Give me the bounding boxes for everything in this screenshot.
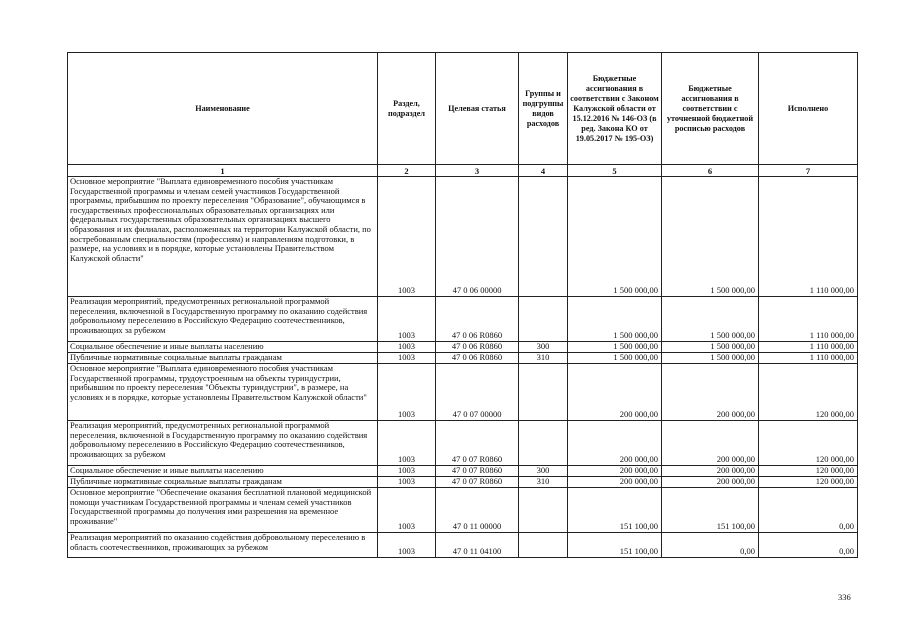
row-executed: 120 000,00 — [759, 364, 858, 421]
row-executed: 120 000,00 — [759, 466, 858, 477]
row-expense-group — [519, 488, 568, 533]
row-expense-group — [519, 421, 568, 466]
row-expense-group — [519, 364, 568, 421]
row-law-allocation: 1 500 000,00 — [568, 342, 662, 353]
budget-table-sheet — [67, 52, 857, 558]
table-row — [68, 364, 858, 421]
header-section: Раздел, подраздел — [378, 53, 436, 165]
row-law-allocation: 151 100,00 — [568, 488, 662, 533]
row-roster-allocation: 200 000,00 — [662, 364, 759, 421]
row-law-allocation: 200 000,00 — [568, 364, 662, 421]
row-law-allocation: 200 000,00 — [568, 466, 662, 477]
row-law-allocation: 200 000,00 — [568, 477, 662, 488]
row-executed: 0,00 — [759, 533, 858, 558]
column-number-row — [68, 165, 858, 177]
table-header-row — [68, 53, 858, 165]
row-name: Социальное обеспечение и иные выплаты населению — [68, 466, 378, 477]
row-target-article: 47 0 11 00000 — [436, 488, 519, 533]
header-law-allocation: Бюджетные ассигнования в соответствии с Законом Калужской области от 15.12.2016 № 146-ОЗ (в ред. Закона КО от 19.05.2017 № 195-ОЗ) — [568, 53, 662, 165]
column-number: 5 — [568, 165, 662, 177]
row-target-article: 47 0 06 R0860 — [436, 353, 519, 364]
header-roster-allocation: Бюджетные ассигнования в соответствии с уточненной бюджетной росписью расходов — [662, 53, 759, 165]
row-law-allocation: 200 000,00 — [568, 421, 662, 466]
table-row — [68, 342, 858, 353]
table-row — [68, 177, 858, 297]
row-law-allocation: 1 500 000,00 — [568, 177, 662, 297]
row-name: Реализация мероприятий по оказанию содействия добровольному переселению в область соотечественников, проживающих за рубежом — [68, 533, 378, 558]
row-name: Публичные нормативные социальные выплаты гражданам — [68, 477, 378, 488]
row-name: Основное мероприятие "Выплата единовременного пособия участникам Государственной программы, трудоустроенным на объекты туриндустрии, прибывшим по проекту переселения "Объекты туриндустрии", в размере, на условиях и в порядке, которые установлены Правительством Калужской области" — [68, 364, 378, 421]
header-executed: Исполнено — [759, 53, 858, 165]
row-roster-allocation: 0,00 — [662, 533, 759, 558]
row-name: Социальное обеспечение и иные выплаты населению — [68, 342, 378, 353]
column-number: 7 — [759, 165, 858, 177]
row-expense-group: 300 — [519, 342, 568, 353]
row-roster-allocation: 1 500 000,00 — [662, 342, 759, 353]
row-roster-allocation: 151 100,00 — [662, 488, 759, 533]
row-expense-group: 310 — [519, 477, 568, 488]
row-executed: 0,00 — [759, 488, 858, 533]
column-number: 1 — [68, 165, 378, 177]
header-name: Наименование — [68, 53, 378, 165]
row-roster-allocation: 200 000,00 — [662, 421, 759, 466]
row-section: 1003 — [378, 477, 436, 488]
row-target-article: 47 0 11 04100 — [436, 533, 519, 558]
row-section: 1003 — [378, 342, 436, 353]
row-target-article: 47 0 07 R0860 — [436, 466, 519, 477]
row-executed: 1 110 000,00 — [759, 297, 858, 342]
row-executed: 1 110 000,00 — [759, 342, 858, 353]
row-section: 1003 — [378, 533, 436, 558]
row-roster-allocation: 200 000,00 — [662, 466, 759, 477]
row-name: Реализация мероприятий, предусмотренных региональной программой переселения, включенной в Государственную программу по оказанию содействия добровольному переселению в Российскую Федерацию соотечественников, проживающих за рубежом — [68, 297, 378, 342]
row-roster-allocation: 1 500 000,00 — [662, 177, 759, 297]
row-executed: 1 110 000,00 — [759, 177, 858, 297]
column-number: 2 — [378, 165, 436, 177]
row-law-allocation: 1 500 000,00 — [568, 353, 662, 364]
row-executed: 120 000,00 — [759, 477, 858, 488]
row-executed: 1 110 000,00 — [759, 353, 858, 364]
row-executed: 120 000,00 — [759, 421, 858, 466]
row-expense-group — [519, 533, 568, 558]
row-section: 1003 — [378, 466, 436, 477]
row-law-allocation: 1 500 000,00 — [568, 297, 662, 342]
table-row — [68, 297, 858, 342]
column-number: 6 — [662, 165, 759, 177]
budget-execution-table — [67, 52, 858, 558]
row-section: 1003 — [378, 421, 436, 466]
column-number: 3 — [436, 165, 519, 177]
row-target-article: 47 0 07 R0860 — [436, 421, 519, 466]
table-body — [68, 177, 858, 558]
table-row — [68, 421, 858, 466]
row-section: 1003 — [378, 353, 436, 364]
row-name: Основное мероприятие "Выплата единовременного пособия участникам Государственной программы и членам семей участников Государственной программы, прибывшим по проекту переселения "Образование", обучающимся в государственных профессиональных образовательных организациях или федеральных государственных образовательных организациях высшего образования и их филиалах, расположенных на территории Калужской области, по востребованным специальностям (профессиям) и направлениям подготовки, в размере, на условиях и в порядке, которые установлены Правительством Калужской области" — [68, 177, 378, 297]
header-group: Группы и подгруппы видов расходов — [519, 53, 568, 165]
row-section: 1003 — [378, 297, 436, 342]
table-row — [68, 466, 858, 477]
row-section: 1003 — [378, 364, 436, 421]
row-expense-group: 300 — [519, 466, 568, 477]
row-roster-allocation: 1 500 000,00 — [662, 353, 759, 364]
row-expense-group — [519, 297, 568, 342]
row-expense-group: 310 — [519, 353, 568, 364]
row-name: Публичные нормативные социальные выплаты гражданам — [68, 353, 378, 364]
table-row — [68, 488, 858, 533]
row-target-article: 47 0 07 R0860 — [436, 477, 519, 488]
row-target-article: 47 0 07 00000 — [436, 364, 519, 421]
row-target-article: 47 0 06 00000 — [436, 177, 519, 297]
column-number: 4 — [519, 165, 568, 177]
table-row — [68, 477, 858, 488]
row-roster-allocation: 1 500 000,00 — [662, 297, 759, 342]
table-row — [68, 353, 858, 364]
row-target-article: 47 0 06 R0860 — [436, 342, 519, 353]
row-roster-allocation: 200 000,00 — [662, 477, 759, 488]
row-target-article: 47 0 06 R0860 — [436, 297, 519, 342]
row-section: 1003 — [378, 177, 436, 297]
table-row — [68, 533, 858, 558]
row-expense-group — [519, 177, 568, 297]
page-number: 336 — [838, 592, 851, 602]
header-article: Целевая статья — [436, 53, 519, 165]
row-name: Основное мероприятие "Обеспечение оказания бесплатной плановой медицинской помощи участникам Государственной программы и членам семей участников Государственной программы до получения ими разрешения на временное проживание" — [68, 488, 378, 533]
row-law-allocation: 151 100,00 — [568, 533, 662, 558]
row-name: Реализация мероприятий, предусмотренных региональной программой переселения, включенной в Государственную программу по оказанию содействия добровольному переселению в Российскую Федерацию соотечественников, проживающих за рубежом — [68, 421, 378, 466]
row-section: 1003 — [378, 488, 436, 533]
